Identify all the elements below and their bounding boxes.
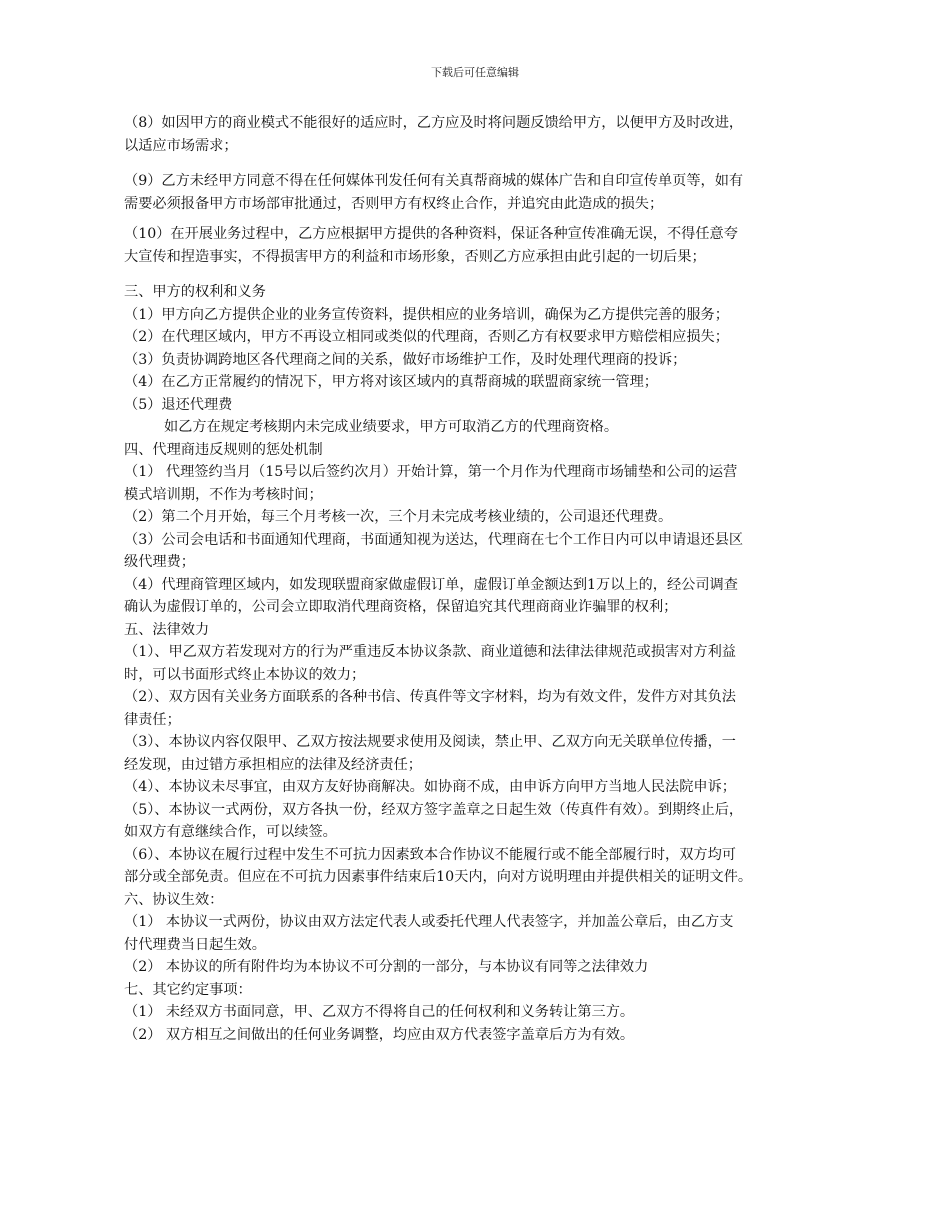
clause-8-line-2: 以适应市场需求； [124, 137, 238, 154]
section-5-item-1-line-2: 时，可以书面形式终止本协议的效力； [124, 666, 366, 683]
section-3-item-1: （1）甲方向乙方提供企业的业务宣传资料，提供相应的业务培训，确保为乙方提供完善的服务； [124, 306, 729, 323]
section-5-item-2-line-2: 律责任； [124, 711, 181, 728]
section-7-item-1: （1） 未经双方书面同意，甲、乙双方不得将自己的任何权利和义务转让第三方。 [124, 1004, 635, 1020]
section-4-item-1-line-1: （1） 代理签约当月（15号以后签约次月）开始计算，第一个月作为代理商市场铺垫和公司的运营 [124, 464, 738, 480]
section-5-item-1-line-1: （1）、甲乙双方若发现对方的行为严重违反本协议条款、商业道德和法律法律规范或损害对方利益 [124, 644, 736, 660]
section-5-item-6-line-1: （6）、本协议在履行过程中发生不可抗力因素致本合作协议不能履行或不能全部履行时，双方均可 [124, 846, 736, 863]
section-5-item-2-line-1: （2）、双方因有关业务方面联系的各种书信、传真件等文字材料，均为有效文件，发件方对其负法 [124, 689, 736, 705]
section-5-item-4: （4）、本协议未尽事宜，由双方友好协商解决。如协商不成，由申诉方向甲方当地人民法院申诉； [124, 779, 736, 795]
section-5-item-5-line-2: 如双方有意继续合作，可以续签。 [124, 824, 337, 840]
section-5-item-3-line-2: 经发现，由过错方承担相应的法律及经济责任； [124, 756, 422, 773]
section-4-item-4-line-1: （4）代理商管理区域内，如发现联盟商家做虚假订单，虚假订单金额达到1万以上的，经公司调查 [124, 576, 738, 593]
section-4-item-3-line-1: （3）公司会电话和书面通知代理商，书面通知视为送达，代理商在七个工作日内可以申请退还县区 [124, 531, 744, 548]
document-body [124, 112, 836, 1046]
section-5-item-3-line-1: （3）、本协议内容仅限甲、乙双方按法规要求使用及阅读，禁止甲、乙双方向无关联单位传播，一 [124, 734, 736, 750]
section-3-item-4: （4）在乙方正常履约的情况下，甲方将对该区域内的真帮商城的联盟商家统一管理； [124, 374, 658, 390]
section-heading-4: 四、代理商违反规则的惩处机制 [124, 441, 323, 458]
section-3-item-2: （2）在代理区域内，甲方不再设立相同或类似的代理商，否则乙方有权要求甲方赔偿相应损失； [124, 329, 729, 345]
section-7-item-2: （2） 双方相互之间做出的任何业务调整，均应由双方代表签字盖章后方为有效。 [124, 1026, 635, 1043]
section-6-item-1-line-1: （1） 本协议一式两份，协议由双方法定代表人或委托代理人代表签字，并加盖公章后，由乙方支 [124, 914, 734, 930]
clause-10-line-2: 大宣传和捏造事实，不得损害甲方的利益和市场形象，否则乙方应承担由此引起的一切后果； [124, 248, 706, 265]
section-6-item-1-line-2: 付代理费当日起生效。 [124, 936, 266, 953]
section-heading-3: 三、甲方的权利和义务 [124, 284, 266, 300]
section-heading-7: 七、其它约定事项： [124, 981, 252, 998]
clause-8-line-1: （8）如因甲方的商业模式不能很好的适应时，乙方应及时将问题反馈给甲方，以便甲方及时改进， [124, 115, 744, 131]
section-4-item-2: （2）第二个月开始，每三个月考核一次，三个月未完成考核业绩的，公司退还代理费。 [124, 509, 673, 525]
section-5-item-5-line-1: （5）、本协议一式两份，双方各执一份，经双方签字盖章之日起生效（传真件有效）。到期终止后， [124, 801, 744, 818]
section-5-item-6-line-2: 部分或全部免责。但应在不可抗力因素事件结束后10天内，向对方说明理由并提供相关的证明文件。 [124, 869, 753, 885]
section-4-item-4-line-2: 确认为虚假订单的，公司会立即取消代理商资格，保留追究其代理商商业诈骗罪的权利； [124, 599, 678, 615]
clause-9-line-1: （9）乙方未经甲方同意不得在任何媒体刊发任何有关真帮商城的媒体广告和自印宣传单页等，如有 [124, 173, 744, 189]
section-3-item-3: （3）负责协调跨地区各代理商之间的关系，做好市场维护工作，及时处理代理商的投诉； [124, 351, 687, 368]
section-3-item-5-detail: 如乙方在规定考核期内未完成业绩要求，甲方可取消乙方的代理商资格。 [164, 419, 619, 435]
section-4-item-3-line-2: 级代理费； [124, 554, 195, 570]
clause-9-line-2: 需要必须报备甲方市场部审批通过，否则甲方有权终止合作，并追究由此造成的损失； [124, 195, 664, 212]
section-heading-5: 五、法律效力 [124, 621, 210, 638]
page-header: 下载后可任意编辑 [431, 66, 519, 79]
section-3-item-5: （5）退还代理费 [124, 396, 233, 413]
section-heading-6: 六、协议生效： [124, 891, 224, 908]
section-6-item-2: （2） 本协议的所有附件均为本协议不可分割的一部分，与本协议有同等之法律效力 [124, 959, 649, 975]
section-4-item-1-line-2: 模式培训期，不作为考核时间； [124, 486, 323, 503]
clause-10-line-1: （10）在开展业务过程中，乙方应根据甲方提供的各种资料，保证各种宣传准确无误，不得任意夸 [124, 226, 738, 242]
